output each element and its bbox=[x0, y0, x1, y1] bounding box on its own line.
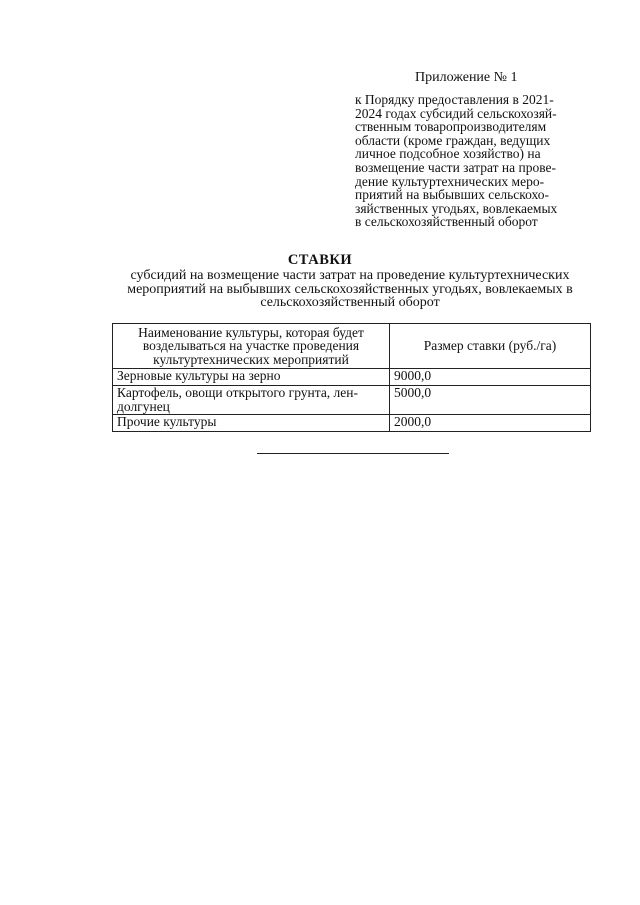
rate-cell: 9000,0 bbox=[390, 369, 591, 386]
culture-line: Картофель, овощи открытого грунта, лен- bbox=[117, 385, 359, 400]
appendix-line: приятий на выбывших сельскохо- bbox=[355, 187, 550, 203]
culture-line: Прочие культуры bbox=[117, 414, 217, 429]
appendix-line: области (кроме граждан, ведущих bbox=[355, 132, 551, 148]
appendix-line: ственным товаропроизводителям bbox=[355, 119, 547, 135]
culture-cell bbox=[113, 369, 390, 386]
subheading-line: сельскохозяйственный оборот bbox=[260, 295, 440, 310]
rate-cell: 2000,0 bbox=[390, 415, 591, 432]
header-culture bbox=[113, 324, 390, 369]
culture-cell bbox=[113, 386, 390, 415]
header-culture-line: возделываться на участке проведения bbox=[142, 338, 360, 354]
appendix-line: в сельскохозяйственный оборот bbox=[355, 214, 538, 230]
header-culture-line: культуртехнических мероприятий bbox=[153, 351, 349, 367]
appendix-line: 2024 годах субсидий сельскохозяй- bbox=[355, 105, 557, 121]
header-rate: Размер ставки (руб./га) bbox=[390, 324, 591, 369]
culture-line: Зерновые культуры на зерно bbox=[117, 368, 281, 383]
appendix-line: зяйственных угодьях, вовлекаемых bbox=[355, 200, 558, 216]
table-row bbox=[113, 369, 591, 386]
table-header-row bbox=[113, 324, 591, 369]
appendix-line: возмещение части затрат на прове- bbox=[355, 159, 556, 175]
culture-cell bbox=[113, 415, 390, 432]
appendix-title: Приложение № 1 bbox=[415, 70, 518, 85]
rates-table bbox=[112, 323, 591, 432]
appendix-line: дение культуртехнических меро- bbox=[355, 173, 545, 189]
appendix-line: личное подсобное хозяйство) на bbox=[355, 146, 541, 162]
header-culture-line: Наименование культуры, которая будет bbox=[138, 324, 364, 340]
document-heading: СТАВКИ bbox=[287, 252, 353, 268]
table-row bbox=[113, 386, 591, 415]
rate-cell: 5000,0 bbox=[390, 386, 591, 415]
document-subheading bbox=[100, 269, 600, 310]
appendix-reference bbox=[355, 93, 585, 229]
subheading-line: мероприятий на выбывших сельскохозяйственных угодьях, вовлекаемых в bbox=[127, 281, 573, 297]
appendix-line: к Порядку предоставления в 2021- bbox=[355, 92, 554, 107]
table-row bbox=[113, 415, 591, 432]
end-divider bbox=[257, 453, 449, 454]
culture-line: долгунец bbox=[117, 398, 170, 414]
subheading-line: субсидий на возмещение части затрат на проведение культуртехнических bbox=[130, 268, 570, 283]
